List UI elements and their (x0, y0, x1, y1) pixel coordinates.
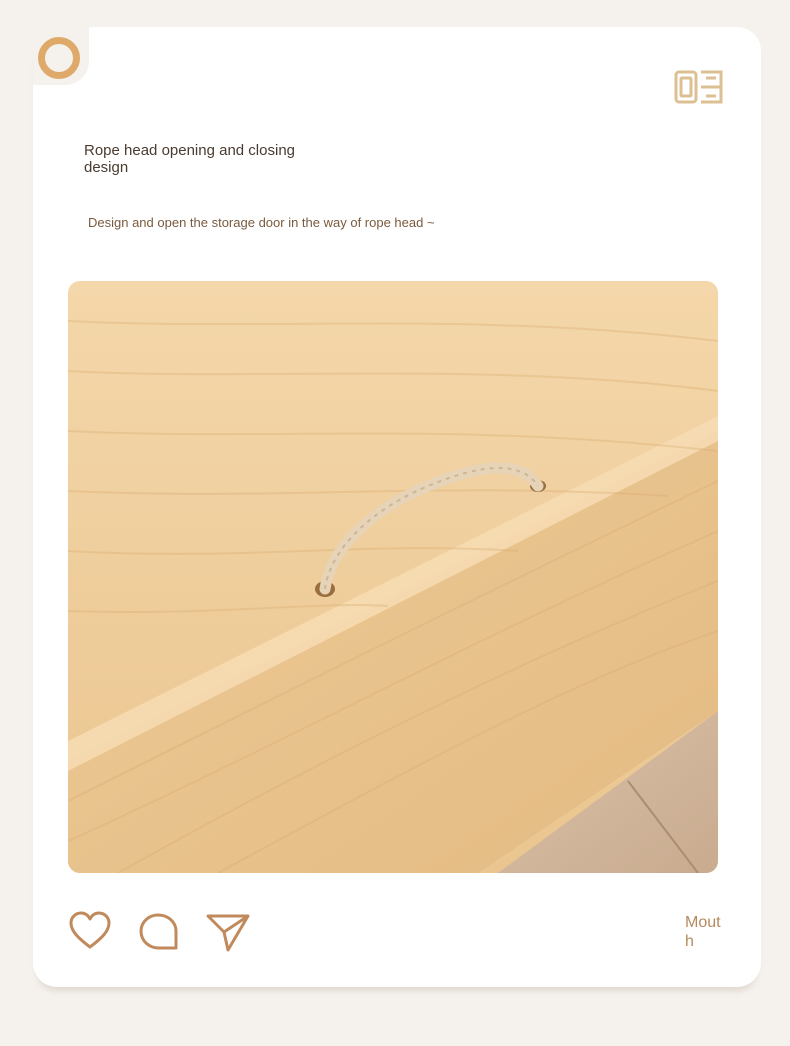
post-actions (68, 910, 718, 958)
number-badge-03 (673, 68, 725, 108)
post-title: Rope head opening and closing design (84, 142, 296, 176)
ring-decoration-icon (38, 37, 80, 79)
heart-icon[interactable] (68, 910, 112, 954)
send-icon[interactable] (206, 910, 250, 954)
product-photo (68, 281, 718, 873)
comment-icon[interactable] (138, 910, 182, 954)
post-subtitle: Design and open the storage door in the way of rope head ~ (88, 215, 435, 230)
brand-label: Mouth (685, 914, 721, 950)
